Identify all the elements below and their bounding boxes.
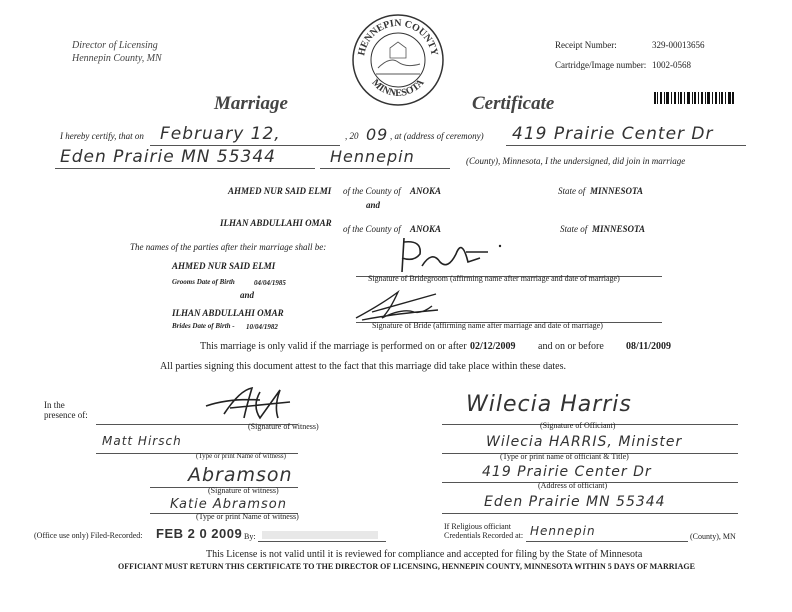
groom-state-label: State of	[558, 186, 586, 196]
certify-prefix: I hereby certify, that on	[60, 131, 144, 141]
by-label: By:	[244, 532, 256, 541]
receipt-label: Receipt Number:	[555, 40, 617, 50]
certify-suffix: (County), Minnesota, I the undersigned, did join in marriage	[466, 156, 686, 166]
bride-county: ANOKA	[410, 224, 442, 234]
groom-name: AHMED NUR SAID ELMI	[228, 186, 332, 196]
title-marriage: Marriage	[214, 93, 288, 114]
witness-1-name: Matt Hirsch	[102, 434, 182, 448]
witness-1-name-label: (Type or print Name of witness)	[196, 452, 286, 460]
barcode-icon	[654, 92, 734, 104]
footer-line-2: OFFICIANT MUST RETURN THIS CERTIFICATE TO THE DIRECTOR OF LICENSING, HENNEPIN COUNTY, MINNESOTA WITHIN 5 DAYS OF MARRIAGE	[118, 562, 695, 571]
bride-name: ILHAN ABDULLAHI OMAR	[220, 218, 332, 228]
officiant-signature: Wilecia Harris	[466, 392, 632, 417]
groom-dob-label: Grooms Date of Birth	[172, 278, 235, 286]
witness-2-name-label: (Type or print Name of witness)	[196, 512, 299, 521]
footer-line-1: This License is not valid until it is reviewed for compliance and accepted for filing by the State of Minnesota	[206, 549, 643, 560]
officiant-city: Eden Prairie MN 55344	[484, 494, 666, 510]
bride-sig-label: Signature of Bride (affirming name after marriage and date of marriage)	[372, 321, 603, 330]
presence-line-2: presence of:	[44, 410, 88, 420]
receipt-value: 329-00013656	[652, 40, 705, 50]
after-and: and	[240, 290, 255, 300]
bride-state: MINNESOTA	[592, 224, 646, 234]
validity-text-b: and on or before	[538, 341, 604, 352]
groom-signature	[392, 232, 512, 276]
svg-text:HENNEPIN COUNTY	[356, 18, 440, 57]
director-line-1: Director of Licensing	[72, 40, 158, 51]
ceremony-address: 419 Prairie Center Dr	[512, 124, 714, 144]
county-seal	[350, 12, 446, 108]
witness-1-sig-label: (Signature of witness)	[248, 422, 319, 431]
ceremony-county: Hennepin	[330, 147, 415, 166]
groom-sig-label: Signature of Bridegroom (affirming name after marriage and date of marriage)	[368, 274, 620, 283]
witness-2-signature: Abramson	[188, 464, 293, 486]
seal-top-text: HENNEPIN COUNTY	[356, 17, 440, 57]
officiant-county-label: (County), MN	[690, 532, 736, 541]
witness-2-name: Katie Abramson	[170, 497, 287, 512]
bride-signature	[352, 284, 442, 324]
groom-county: ANOKA	[410, 186, 442, 196]
title-certificate: Certificate	[472, 93, 555, 114]
cartridge-value: 1002-0568	[652, 60, 691, 70]
officiant-address: 419 Prairie Center Dr	[482, 464, 652, 480]
director-line-2: Hennepin County, MN	[72, 53, 162, 64]
filed-stamp: FEB 2 0 2009	[156, 526, 243, 541]
groom-dob: 04/04/1985	[254, 279, 286, 287]
seal-bottom-text: MINNESOTA	[369, 77, 427, 100]
witness-2-sig-label: (Signature of witness)	[208, 486, 279, 495]
year-prefix: , 20	[345, 131, 359, 141]
officiant-county: Hennepin	[530, 524, 596, 538]
bride-dob-label: Brides Date of Birth -	[172, 322, 235, 330]
address-label: , at (address of ceremony)	[390, 131, 484, 141]
groom-county-label: of the County of	[343, 186, 401, 196]
groom-state: MINNESOTA	[590, 186, 644, 196]
after-groom-name: AHMED NUR SAID ELMI	[172, 261, 276, 271]
witness-1-signature	[200, 384, 310, 424]
ceremony-year: 09	[366, 125, 389, 144]
bride-state-label: State of	[560, 224, 588, 234]
ceremony-date: February 12,	[160, 124, 281, 144]
validity-line-2: All parties signing this document attest to the fact that this marriage did take place within these dates.	[160, 361, 567, 372]
parties-and: and	[366, 200, 381, 210]
validity-start-date: 02/12/2009	[470, 341, 516, 352]
presence-line-1: In the	[44, 400, 65, 410]
office-use-label: (Office use only) Filed-Recorded:	[34, 531, 143, 540]
ceremony-city: Eden Prairie MN 55344	[60, 147, 276, 167]
after-intro: The names of the parties after their marriage shall be:	[130, 242, 327, 252]
cartridge-label: Cartridge/Image number:	[555, 60, 647, 70]
bride-dob: 10/04/1982	[246, 323, 278, 331]
religious-label-2: Credentials Recorded at:	[444, 531, 524, 540]
religious-label-1: If Religious officiant	[444, 522, 511, 531]
validity-end-date: 08/11/2009	[626, 341, 672, 352]
after-bride-name: ILHAN ABDULLAHI OMAR	[172, 308, 284, 318]
bride-county-label: of the County of	[343, 224, 401, 234]
officiant-name-label: (Type or print name of officiant & Title)	[500, 452, 629, 461]
officiant-sig-label: (Signature of Officiant)	[540, 421, 616, 430]
officiant-address-label: (Address of officiant)	[538, 481, 608, 490]
officiant-name: Wilecia HARRIS, Minister	[486, 434, 683, 450]
redacted-stamp	[262, 531, 378, 539]
svg-text:MINNESOTA	[369, 77, 427, 99]
validity-text-a: This marriage is only valid if the marriage is performed on or after	[200, 341, 467, 352]
